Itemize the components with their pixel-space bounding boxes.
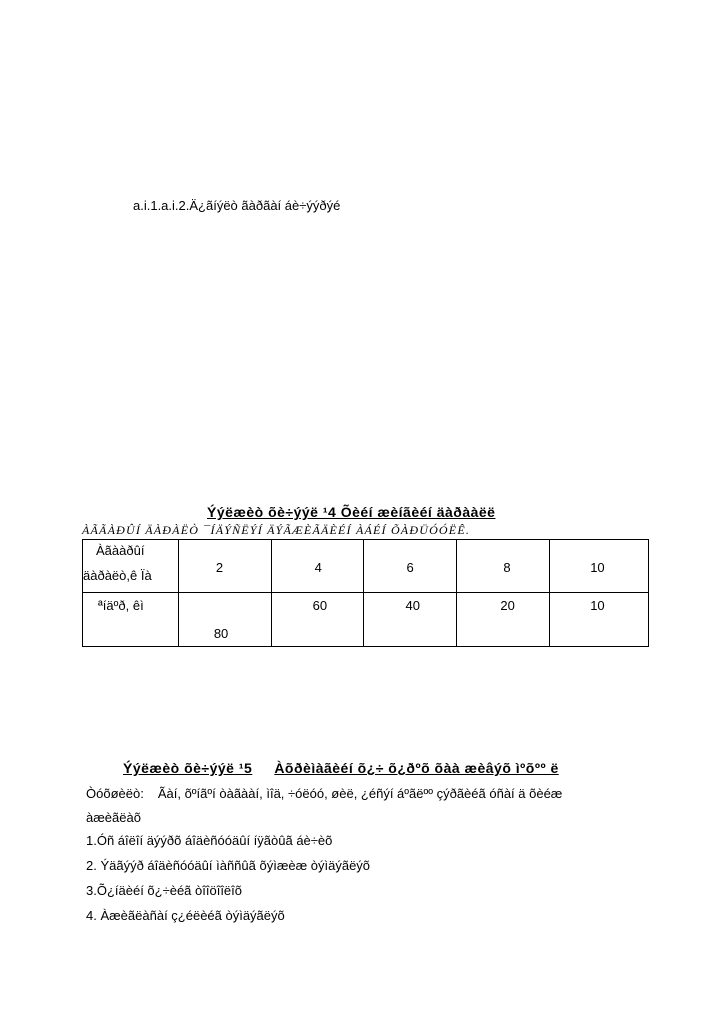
cell-value: 2 bbox=[215, 560, 224, 575]
cell-value: 60 bbox=[312, 598, 328, 613]
section-title-part2: Àõðèìàãèéí õ¿÷ õ¿ðºõ õàà æèâýõ ìºõºº ë bbox=[274, 760, 559, 776]
table-cell bbox=[550, 593, 649, 647]
list-item-2: 2. Ýäãýýð áîäèñóóäûí ìàññûã õýìæèæ òýìäýãëýõ bbox=[86, 858, 371, 873]
cell-value: 6 bbox=[406, 560, 414, 575]
table-cell bbox=[178, 593, 271, 647]
table-cell bbox=[271, 540, 363, 593]
list-item-1: 1.Óñ áîëîí äýýðõ áîäèñóóäûí íÿãòûã áè÷èõ bbox=[86, 833, 333, 848]
cell-value: 10 bbox=[590, 560, 605, 575]
list-item-4: 4. Àæèãëàñàí ç¿éëèéã òýìäýãëýõ bbox=[86, 908, 285, 923]
row-label-cell bbox=[83, 540, 179, 593]
cell-value: 80 bbox=[213, 626, 229, 641]
table-cell bbox=[271, 593, 363, 647]
topic-label: Òóõøèëò: bbox=[86, 786, 144, 801]
table-cell bbox=[457, 593, 550, 647]
cell-value: 8 bbox=[503, 560, 511, 575]
table-row bbox=[83, 540, 649, 593]
cell-value: 4 bbox=[314, 560, 322, 575]
table-cell bbox=[550, 540, 649, 593]
row-label-line1: Àãààðûí bbox=[96, 543, 145, 558]
table-cell bbox=[457, 540, 550, 593]
table-cell bbox=[363, 540, 457, 593]
table-cell bbox=[363, 593, 457, 647]
data-table bbox=[82, 539, 649, 647]
topic-text: Ãàí, õºíãºí òàãààí, ìîä, ÷óëóó, øèë, ¿éñýí áºãëºº çýðãèéã óñàí ä õèéæ bbox=[157, 786, 563, 801]
section-title bbox=[123, 760, 559, 776]
cell-value: 10 bbox=[590, 598, 605, 613]
cell-value: 40 bbox=[405, 598, 420, 613]
topic-line bbox=[86, 786, 562, 801]
topic-continuation: àæèãëàõ bbox=[86, 810, 141, 825]
cell-value: 20 bbox=[500, 598, 515, 613]
row-label-line1: ªíäºð, êì bbox=[98, 598, 144, 613]
table-subtitle: ÀÃÃÀÐÛÍ ÄÀÐÀËÒ ¯ÍÄÝÑËÝÍ ÄÝÃÆÈÃÄÈÉÍ ÀÁÉÍ ÕÀÐÜÓÓËÊ. bbox=[82, 523, 471, 537]
row-label-line2: äàðàëò,ê Ïà bbox=[83, 568, 152, 583]
table-cell bbox=[178, 540, 271, 593]
table-row bbox=[83, 593, 649, 647]
list-item-3: 3.Õ¿íäèéí õ¿÷èéã òîîöîîëîõ bbox=[86, 883, 243, 898]
section-title-part1: Ýýëæèò õè÷ýýë ¹5 bbox=[123, 760, 253, 776]
row-label-cell bbox=[83, 593, 179, 647]
section-heading: a.i.1.a.i.2.Ä¿ãíýëò ãàðãàí áè÷ýýðýé bbox=[133, 198, 341, 213]
table-title: Ýýëæèò õè÷ýýë ¹4 Õèéí æèíãèéí äàðààëë bbox=[207, 504, 496, 520]
